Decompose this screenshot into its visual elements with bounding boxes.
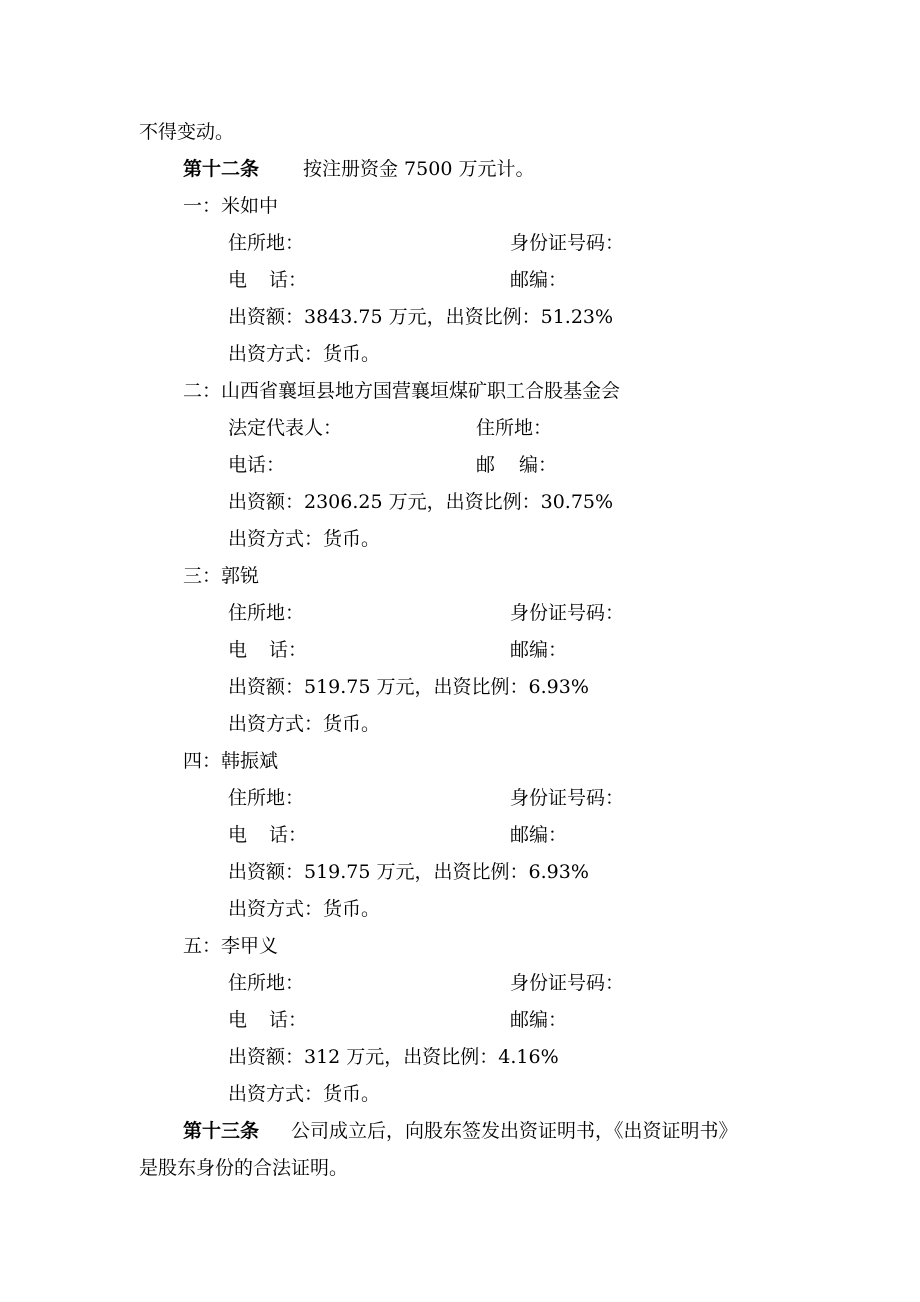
shareholder-3-amount: 出资额：519.75 万元，出资比例：6.93% (228, 676, 589, 698)
shareholder-5-id-label: 身份证号码： (510, 972, 625, 994)
shareholder-index: 二： (183, 380, 222, 402)
shareholder-1-method: 出资方式：货币。 (228, 343, 381, 365)
phone-label-part: 电 (228, 269, 248, 291)
shareholder-4-phone-label (228, 823, 307, 847)
shareholder-1-phone-label (228, 268, 307, 292)
shareholder-5-amount: 出资额：312 万元，出资比例：4.16% (228, 1046, 559, 1068)
shareholder-1-amount: 出资额：3843.75 万元，出资比例：51.23% (228, 306, 614, 328)
shareholder-5-phone-label (228, 1008, 307, 1032)
shareholder-3-phone-label (228, 638, 307, 662)
shareholder-4-address-label: 住所地： (228, 787, 305, 809)
phone-label-part: 话： (269, 269, 308, 291)
shareholder-index: 三： (183, 565, 222, 587)
shareholder-2-phone-label: 电话： (228, 454, 286, 476)
shareholder-3-id-label: 身份证号码： (510, 602, 625, 624)
shareholder-4-postcode-label: 邮编： (510, 824, 568, 846)
article-12-heading: 第十二条 (183, 158, 260, 180)
shareholder-4-amount: 出资额：519.75 万元，出资比例：6.93% (228, 861, 589, 883)
shareholder-1-id-label: 身份证号码： (510, 232, 625, 254)
phone-label-part: 电 (228, 1009, 248, 1031)
shareholder-2-amount: 出资额：2306.25 万元，出资比例：30.75% (228, 491, 614, 513)
article-13 (183, 1119, 738, 1143)
postcode-label-part: 编： (519, 454, 558, 476)
shareholder-2-method: 出资方式：货币。 (228, 528, 381, 550)
shareholder-3-method: 出资方式：货币。 (228, 713, 381, 735)
shareholder-5-title (183, 934, 278, 958)
article-13-text-2: 是股东身份的合法证明。 (139, 1157, 349, 1179)
article-13-heading: 第十三条 (183, 1120, 260, 1142)
phone-label-part: 话： (269, 824, 308, 846)
shareholder-1-postcode-label: 邮编： (510, 269, 568, 291)
phone-label-part: 电 (228, 824, 248, 846)
shareholder-2-rep-label: 法定代表人： (228, 417, 343, 439)
shareholder-5-method: 出资方式：货币。 (228, 1083, 381, 1105)
shareholder-index: 一： (183, 195, 222, 217)
article-12-text: 按注册资金 7500 万元计。 (303, 158, 535, 180)
shareholder-1-title (183, 194, 278, 218)
shareholder-name: 李甲义 (221, 935, 279, 957)
shareholder-2-address-label: 住所地： (476, 417, 553, 439)
shareholder-name: 米如中 (221, 195, 279, 217)
phone-label-part: 电 (228, 639, 248, 661)
shareholder-3-address-label: 住所地： (228, 602, 305, 624)
intro-tail: 不得变动。 (139, 121, 235, 143)
shareholder-5-address-label: 住所地： (228, 972, 305, 994)
shareholder-1-address-label: 住所地： (228, 232, 305, 254)
postcode-label-part: 邮 (476, 454, 496, 476)
article-13-text-1: 公司成立后，向股东签发出资证明书，《出资证明书》 (291, 1120, 738, 1142)
shareholder-4-title (183, 749, 278, 773)
shareholder-index: 五： (183, 935, 222, 957)
shareholder-3-postcode-label: 邮编： (510, 639, 568, 661)
shareholder-2-postcode-label (476, 453, 557, 477)
shareholder-3-title (183, 564, 259, 588)
article-12 (183, 157, 534, 181)
shareholder-name: 韩振斌 (221, 750, 279, 772)
shareholder-index: 四： (183, 750, 222, 772)
shareholder-5-postcode-label: 邮编： (510, 1009, 568, 1031)
phone-label-part: 话： (269, 1009, 308, 1031)
shareholder-4-id-label: 身份证号码： (510, 787, 625, 809)
shareholder-name: 山西省襄垣县地方国营襄垣煤矿职工合股基金会 (221, 380, 621, 402)
phone-label-part: 话： (269, 639, 308, 661)
shareholder-name: 郭锐 (221, 565, 260, 587)
shareholder-4-method: 出资方式：货币。 (228, 898, 381, 920)
shareholder-2-title (183, 379, 620, 403)
